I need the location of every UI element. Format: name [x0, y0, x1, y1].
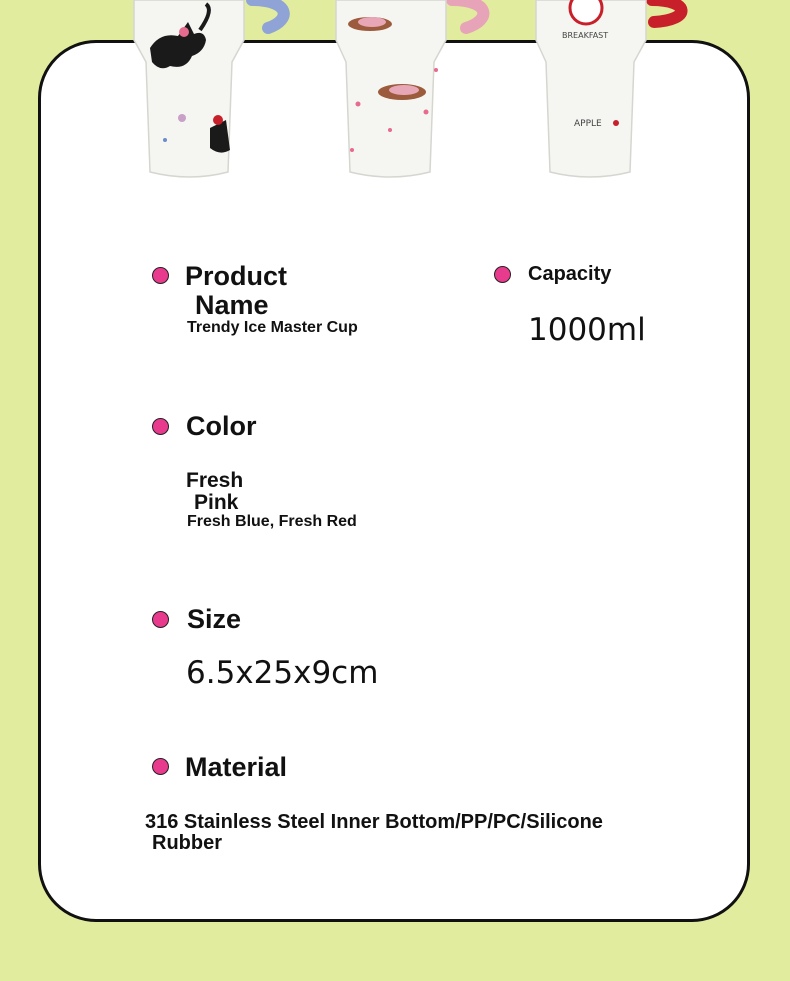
tumbler-cups-illustration	[0, 0, 790, 185]
bullet-icon	[152, 267, 169, 284]
product-name-label	[185, 262, 287, 320]
cup3-text1: BREAKFAST	[562, 31, 609, 40]
color-main-line2: Pink	[194, 491, 239, 514]
material-value-line1: 316 Stainless Steel Inner Bottom/PP/PC/Silicone	[145, 811, 603, 833]
product-name-label-line2: Name	[195, 290, 269, 320]
bullet-icon	[152, 758, 169, 775]
product-name-value: Trendy Ice Master Cup	[187, 319, 358, 336]
cup-blue-cat	[134, 0, 284, 177]
capacity-label: Capacity	[528, 263, 612, 285]
product-name-label-line1: Product	[185, 261, 288, 291]
size-label: Size	[187, 604, 242, 634]
color-main-value	[186, 470, 243, 514]
capacity-value: 1000ml	[528, 312, 646, 348]
cup3-text2: APPLE	[574, 119, 602, 129]
color-other-values: Fresh Blue, Fresh Red	[187, 513, 357, 530]
material-value	[145, 812, 603, 854]
color-label: Color	[186, 411, 257, 441]
bullet-icon	[494, 266, 511, 283]
material-label: Material	[185, 752, 288, 782]
cup-pink-dogs	[336, 0, 483, 177]
material-value-line2: Rubber	[152, 832, 222, 854]
size-value: 6.5x25x9cm	[186, 655, 379, 691]
color-main-line1: Fresh	[186, 469, 244, 492]
bullet-icon	[152, 611, 169, 628]
cup-red-apple	[536, 0, 682, 177]
bullet-icon	[152, 418, 169, 435]
